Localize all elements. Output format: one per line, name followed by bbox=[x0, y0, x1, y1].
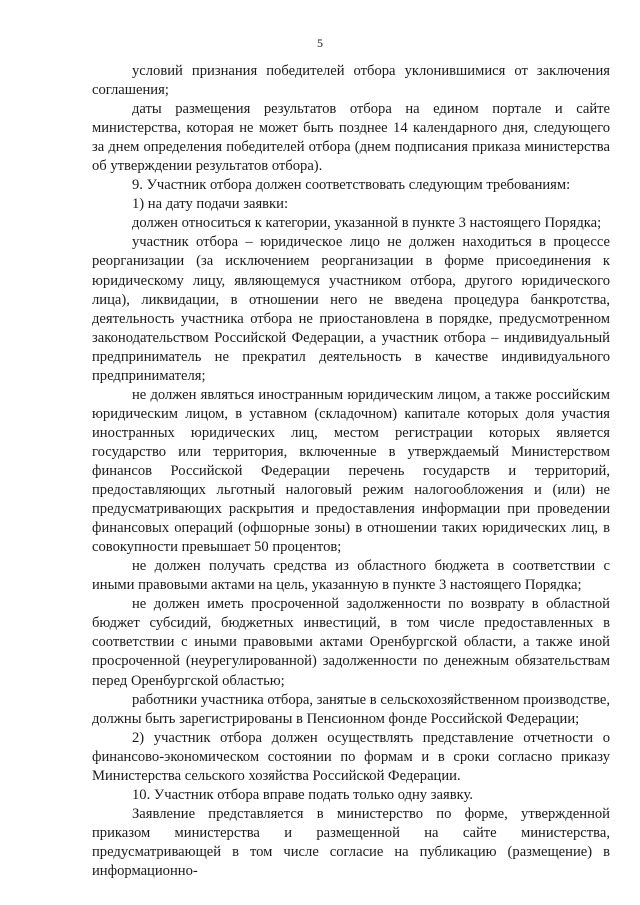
paragraph: условий признания победителей отбора уклонившимися от заключения соглашения; bbox=[92, 63, 610, 99]
page-number: 5 bbox=[317, 36, 323, 50]
paragraph: 2) участник отбора должен осуществлять представление отчетности о финансово-экономическом состоянии по формам и в сроки согласно приказу Министерства сельского хозяйства Российской Федерации. bbox=[92, 729, 610, 784]
paragraph: не должен являться иностранным юридическим лицом, а также российским юридическим лицом, в уставном (складочном) капитале которых доля участия иностранных юридических лиц, местом регистрации которых является государство или территория, включенные в утверждаемый Министерством финансов Российской Федерации перечень государств и территорий, предоставляющих льготный налоговый режим налогообложения и (или) не предусматривающих раскрытия и предоставления информации при проведении финансовых операций (офшорные зоны) в отношении таких юридических лиц, в совокупности превышает 50 процентов; bbox=[92, 386, 610, 556]
paragraph: не должен получать средства из областного бюджета в соответствии с иными правовыми актами на цель, указанную в пункте 3 настоящего Порядка; bbox=[92, 558, 610, 594]
paragraph: Заявление представляется в министерство по форме, утвержденной приказом министерства и размещенной на сайте министерства, предусматривающей в том числе согласие на публикацию (размещение) в информационно- bbox=[92, 805, 610, 879]
paragraph: 10. Участник отбора вправе подать только одну заявку. bbox=[132, 786, 473, 803]
paragraph: 9. Участник отбора должен соответствовать следующим требованиям: bbox=[132, 177, 571, 194]
paragraph: должен относиться к категории, указанной в пункте 3 настоящего Порядка; bbox=[132, 215, 602, 232]
paragraph: не должен иметь просроченной задолженности по возврату в областной бюджет субсидий, бюджетных инвестиций, в том числе предоставленных в соответствии с иными правовыми актами Оренбургской области, а также иной просроченной (неурегулированной) задолженности по денежным обязательствам перед Оренбургской областью; bbox=[92, 596, 610, 689]
document-body bbox=[92, 62, 610, 881]
paragraph: даты размещения результатов отбора на едином портале и сайте министерства, которая не может быть позднее 14 календарного дня, следующего за днем определения победителей отбора (днем подписания приказа министерства об утверждении результатов отбора). bbox=[92, 101, 610, 175]
paragraph: участник отбора – юридическое лицо не должен находиться в процессе реорганизации (за исключением реорганизации в форме присоединения к юридическому лицу, являющемуся участником отбора, другого юридического лица), ликвидации, в отношении него не введена процедура банкротства, деятельность участника отбора не приостановлена в порядке, предусмотренном законодательством Российской Федерации, а участник отбора – индивидуальный предприниматель не прекратил деятельность в качестве индивидуального предпринимателя; bbox=[92, 234, 610, 384]
paragraph: работники участника отбора, занятые в сельскохозяйственном производстве, должны быть зарегистрированы в Пенсионном фонде Российской Федерации; bbox=[92, 691, 610, 727]
paragraph: 1) на дату подачи заявки: bbox=[132, 196, 288, 213]
